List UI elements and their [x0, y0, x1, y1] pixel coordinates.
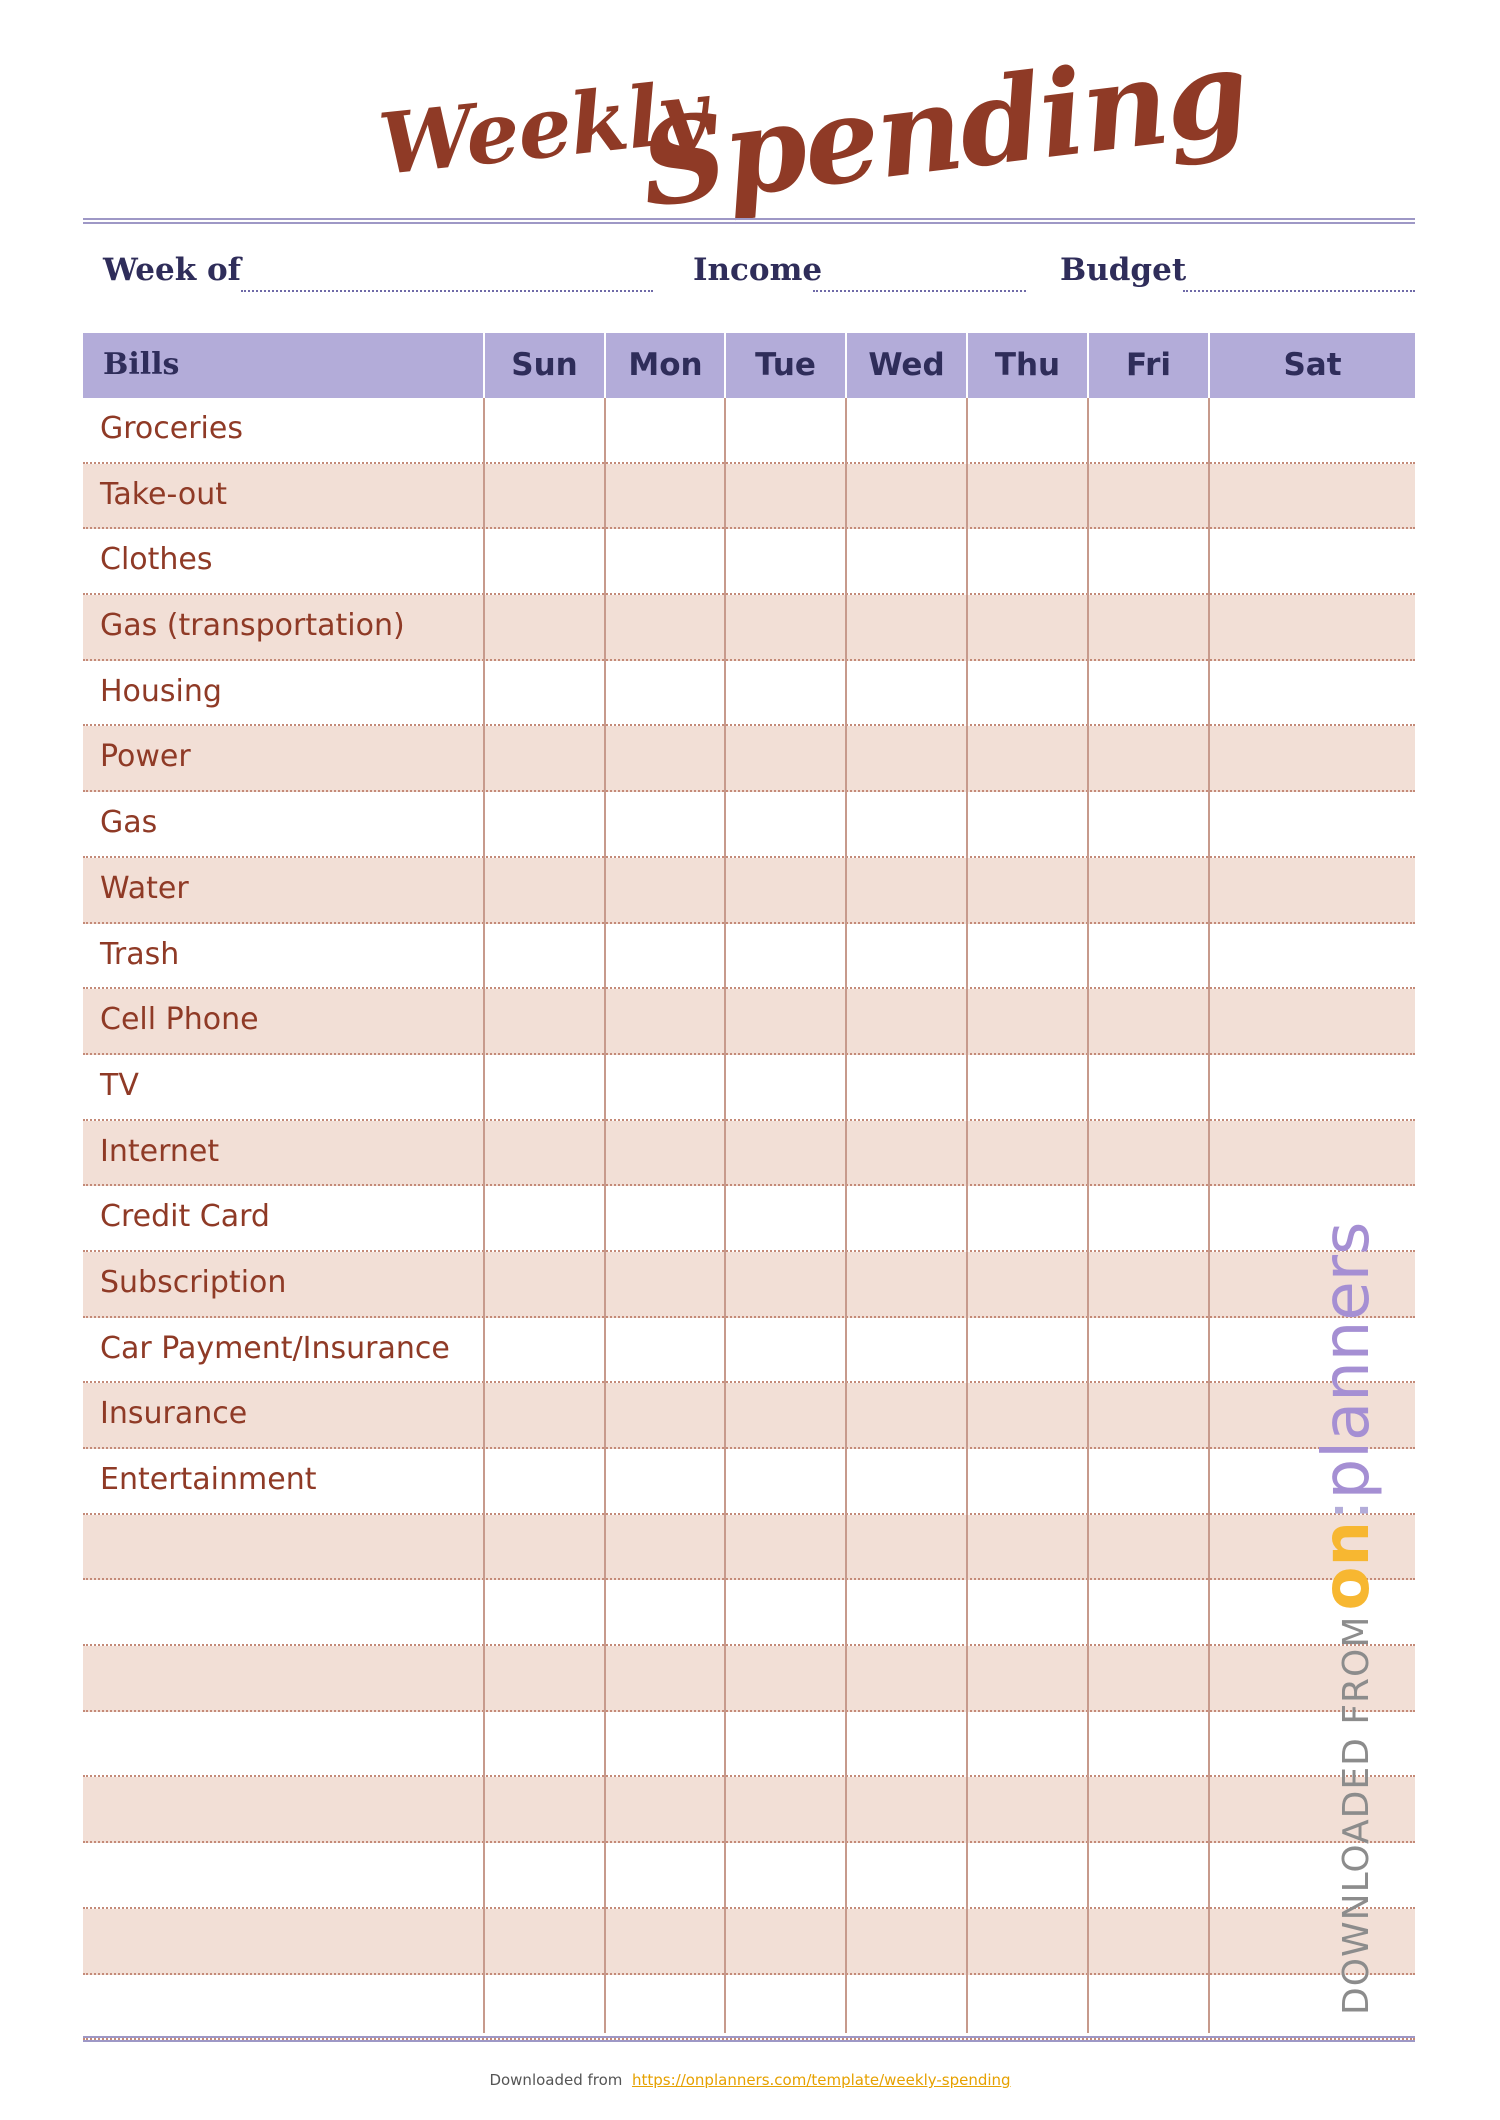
- table-row[interactable]: [83, 858, 1415, 924]
- table-row[interactable]: [83, 1646, 1415, 1712]
- spending-table: [83, 333, 1415, 2040]
- table-body: [83, 398, 1415, 2040]
- table-row[interactable]: [83, 1055, 1415, 1121]
- column-divider: [966, 398, 968, 2033]
- week-of-label: Week of: [103, 252, 242, 288]
- budget-label: Budget: [1060, 252, 1187, 288]
- top-divider: [83, 218, 1415, 224]
- watermark-separator: :: [1310, 1499, 1384, 1521]
- title-spending: Spending: [633, 21, 1254, 234]
- table-row[interactable]: [83, 1909, 1415, 1975]
- budget-field[interactable]: [1183, 290, 1415, 292]
- income-label: Income: [693, 252, 823, 288]
- column-divider: [604, 398, 606, 2033]
- bottom-divider: [83, 2036, 1415, 2042]
- table-row[interactable]: [83, 1712, 1415, 1778]
- watermark-brand: planners: [1310, 1221, 1384, 1500]
- table-row[interactable]: [83, 1252, 1415, 1318]
- table-row[interactable]: [83, 1515, 1415, 1581]
- column-divider: [1087, 398, 1089, 2033]
- footer-text: Downloaded from: [489, 2071, 623, 2089]
- table-row[interactable]: [83, 1580, 1415, 1646]
- bill-label: Car Payment/Insurance: [100, 1330, 450, 1366]
- table-row[interactable]: [83, 529, 1415, 595]
- table-row[interactable]: [83, 464, 1415, 530]
- info-row: [83, 252, 1415, 302]
- table-row[interactable]: [83, 595, 1415, 661]
- table-row[interactable]: [83, 1843, 1415, 1909]
- bill-label: Groceries: [100, 411, 243, 446]
- day-header-thu: Thu: [966, 333, 1087, 398]
- bill-label: Power: [100, 739, 191, 775]
- table-row[interactable]: [83, 1975, 1415, 2041]
- bill-label: Credit Card: [100, 1199, 270, 1235]
- bill-label: Gas (transportation): [100, 608, 405, 644]
- day-header-wed: Wed: [845, 333, 966, 398]
- table-row[interactable]: [83, 661, 1415, 727]
- bill-label: Subscription: [100, 1264, 287, 1300]
- table-header: [83, 333, 1415, 398]
- title: [0, 21, 1500, 234]
- table-row[interactable]: [83, 792, 1415, 858]
- week-of-field[interactable]: [241, 290, 653, 292]
- watermark-on: on: [1310, 1520, 1384, 1611]
- column-divider: [483, 398, 485, 2033]
- column-divider: [845, 398, 847, 2033]
- bill-label: Internet: [100, 1133, 220, 1169]
- bill-label: Insurance: [100, 1396, 248, 1432]
- table-row[interactable]: [83, 1449, 1415, 1515]
- table-row[interactable]: [83, 1383, 1415, 1449]
- table-row[interactable]: [83, 1777, 1415, 1843]
- bill-label: Entertainment: [100, 1462, 317, 1497]
- day-header-sun: Sun: [483, 333, 604, 398]
- watermark: [1310, 1222, 1384, 2015]
- bill-label: Cell Phone: [100, 1002, 259, 1038]
- table-row[interactable]: [83, 924, 1415, 990]
- bill-label: Trash: [100, 936, 180, 972]
- footer-link[interactable]: https://onplanners.com/template/weekly-spending: [631, 2071, 1011, 2089]
- bill-label: TV: [100, 1067, 139, 1103]
- table-row[interactable]: [83, 1186, 1415, 1252]
- bills-header: Bills: [103, 347, 180, 382]
- table-row[interactable]: [83, 398, 1415, 464]
- bill-label: Housing: [100, 673, 222, 709]
- title-weekly: Weekly: [374, 61, 711, 195]
- day-header-tue: Tue: [724, 333, 845, 398]
- column-divider: [724, 398, 726, 2033]
- bill-label: Take-out: [100, 476, 228, 512]
- table-row[interactable]: [83, 989, 1415, 1055]
- day-header-fri: Fri: [1087, 333, 1208, 398]
- day-header-mon: Mon: [604, 333, 725, 398]
- column-divider: [1208, 398, 1210, 2033]
- table-row[interactable]: [83, 1318, 1415, 1384]
- bill-label: Water: [100, 870, 189, 906]
- income-field[interactable]: [813, 290, 1026, 292]
- table-row[interactable]: [83, 1121, 1415, 1187]
- bill-label: Gas: [100, 805, 158, 841]
- footer: [0, 2071, 1500, 2089]
- table-row[interactable]: [83, 726, 1415, 792]
- watermark-prefix: DOWNLOADED FROM: [1336, 1615, 1377, 2015]
- bill-label: Clothes: [100, 542, 213, 578]
- day-header-sat: Sat: [1208, 333, 1415, 398]
